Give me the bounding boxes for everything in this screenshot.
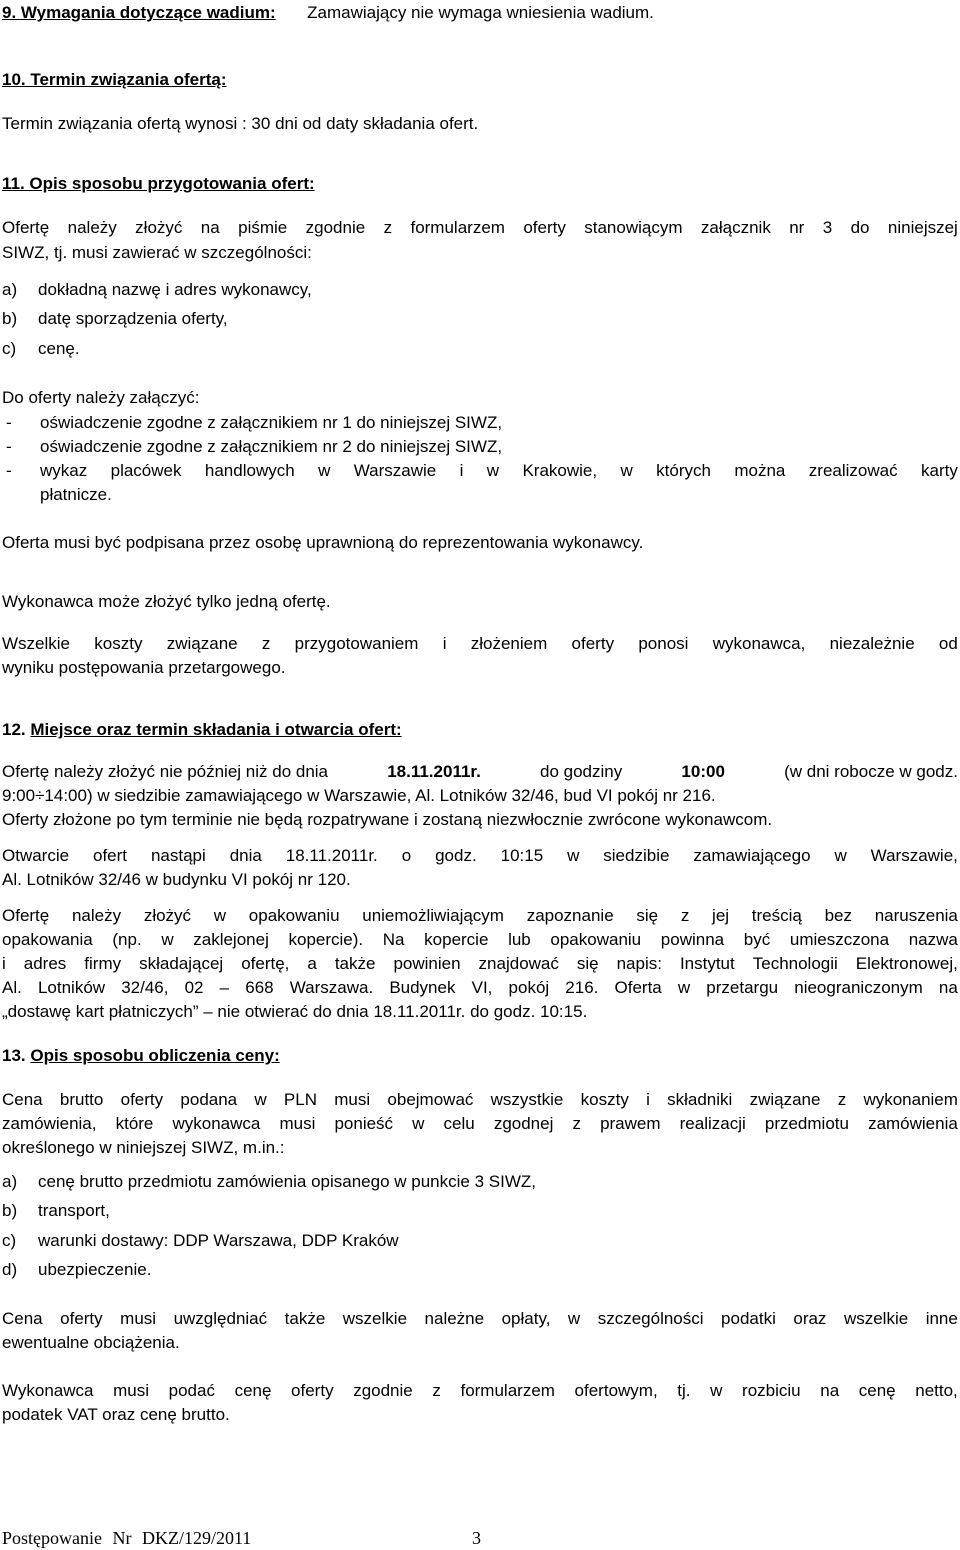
opening-line-2: Al. Lotników 32/46 w budynku VI pokój nr 120. — [2, 870, 351, 889]
packaging-line-1: Ofertę należy złożyć w opakowaniu uniemożliwiającym zapoznanie się z jej treścią bez naruszenia — [2, 906, 958, 925]
packaging-line-3: i adres firmy składającej ofertę, a także powinien znajdować się napis: Instytut Technologii Elektronowej, — [2, 954, 958, 973]
submission-text-b: do godziny — [540, 762, 623, 781]
breakdown-line-1: Wykonawca musi podać cenę oferty zgodnie z formularzem ofertowym, tj. w rozbiciu na cenę netto, — [2, 1381, 958, 1400]
price-line-2: zamówienia, które wykonawca musi ponieść w celu zgodnej z prawem realizacji przedmiotu zamówienia — [2, 1114, 958, 1133]
packaging-line-2: opakowania (np. w zaklejonej kopercie). Na kopercie lub opakowaniu powinna być umieszczona nazwa — [2, 930, 958, 949]
submission-text-c: (w dni robocze w godz. — [784, 762, 958, 781]
attachment-item — [2, 461, 958, 481]
list-item-text: warunki dostawy: DDP Warszawa, DDP Kraków — [38, 1231, 399, 1250]
dash-bullet: - — [6, 413, 12, 432]
list-item-text: ubezpieczenie. — [38, 1260, 152, 1279]
list-item-tag: c) — [2, 1231, 17, 1250]
section-12-title: Miejsce oraz termin składania i otwarcia ofert: — [30, 720, 402, 739]
section-10-text: Termin związania ofertą wynosi : 30 dni od daty składania ofert. — [2, 114, 479, 133]
dash-bullet: - — [6, 437, 12, 456]
price-line-1: Cena brutto oferty podana w PLN musi obejmować wszystkie koszty i składniki związane z wykonaniem — [2, 1090, 958, 1109]
attachment-text: oświadczenie zgodne z załącznikiem nr 2 do niniejszej SIWZ, — [40, 437, 503, 456]
section-13-heading — [2, 1046, 280, 1066]
opening-line-1: Otwarcie ofert nastąpi dnia 18.11.2011r. o godz. 10:15 w siedzibie zamawiającego w Warszawie, — [2, 846, 958, 865]
attachments-heading: Do oferty należy załączyć: — [2, 388, 200, 407]
page-number: 3 — [472, 1528, 481, 1548]
list-item — [2, 339, 80, 359]
list-item — [2, 1231, 399, 1251]
submission-date: 18.11.2011r. — [387, 762, 481, 781]
list-item-text: transport, — [38, 1201, 110, 1220]
list-item-tag: a) — [2, 280, 18, 299]
section-11-heading: 11. Opis sposobu przygotowania ofert: — [2, 174, 315, 193]
dash-bullet: - — [6, 461, 12, 480]
list-item-text: dokładną nazwę i adres wykonawcy, — [38, 280, 312, 299]
list-item-text: cenę. — [38, 339, 80, 358]
section-12-number: 12. — [2, 720, 26, 739]
section-9-text: Zamawiający nie wymaga wniesienia wadium. — [307, 3, 654, 22]
costs-line-2: wyniku postępowania przetargowego. — [2, 658, 286, 677]
list-item — [2, 309, 228, 329]
list-item-text: cenę brutto przedmiotu zamówienia opisanego w punkcie 3 SIWZ, — [38, 1172, 536, 1191]
attachment-item — [2, 413, 502, 433]
list-item — [2, 1172, 536, 1192]
list-item-tag: b) — [2, 1201, 18, 1220]
costs-line-1: Wszelkie koszty związane z przygotowaniem i złożeniem oferty ponosi wykonawca, niezależnie od — [2, 634, 958, 653]
footer-proceeding-number: Postępowanie Nr DKZ/129/2011 — [2, 1528, 252, 1548]
section-11-intro-line-1: Ofertę należy złożyć na piśmie zgodnie z formularzem oferty stanowiącym załącznik nr 3 do niniejszej — [2, 218, 958, 237]
attachment-text: oświadczenie zgodne z załącznikiem nr 1 do niniejszej SIWZ, — [40, 413, 503, 432]
submission-line-1 — [2, 762, 958, 782]
fees-line-2: ewentualne obciążenia. — [2, 1333, 180, 1352]
list-item — [2, 1201, 110, 1221]
section-11-intro-line-2: SIWZ, tj. musi zawierać w szczególności: — [2, 243, 312, 262]
fees-line-1: Cena oferty musi uwzględniać także wszelkie należne opłaty, w szczególności podatki oraz wszelkie inne — [2, 1309, 958, 1328]
submission-time: 10:00 — [681, 762, 725, 781]
submission-text-a: Ofertę należy złożyć nie później niż do dnia — [2, 762, 329, 781]
section-9-heading: 9. Wymagania dotyczące wadium: — [2, 3, 276, 22]
list-item-tag: b) — [2, 309, 18, 328]
list-item-text: datę sporządzenia oferty, — [38, 309, 228, 328]
attachment-item — [2, 437, 502, 457]
price-line-3: określonego w niniejszej SIWZ, m.in.: — [2, 1138, 285, 1157]
packaging-line-4: Al. Lotników 32/46, 02 – 668 Warszawa. Budynek VI, pokój 216. Oferta w przetargu nieograniczonym na — [2, 978, 958, 997]
submission-line-3: Oferty złożone po tym terminie nie będą rozpatrywane i zostaną niezwłocznie zwrócone wykonawcom. — [2, 810, 773, 829]
submission-line-2: 9:00÷14:00) w siedzibie zamawiającego w Warszawie, Al. Lotników 32/46, bud VI pokój nr 216. — [2, 786, 716, 805]
list-item-tag: c) — [2, 339, 17, 358]
attachment-continuation: płatnicze. — [40, 485, 112, 504]
list-item — [2, 280, 312, 300]
breakdown-line-2: podatek VAT oraz cenę brutto. — [2, 1405, 230, 1424]
list-item-tag: d) — [2, 1260, 18, 1279]
list-item-tag: a) — [2, 1172, 18, 1191]
signature-requirement: Oferta musi być podpisana przez osobę uprawnioną do reprezentowania wykonawcy. — [2, 533, 644, 552]
section-10-heading: 10. Termin związania ofertą: — [2, 70, 227, 89]
list-item — [2, 1260, 151, 1280]
attachment-text: wykaz placówek handlowych w Warszawie i w Krakowie, w których można zrealizować karty — [40, 461, 958, 480]
section-13-number: 13. — [2, 1046, 26, 1065]
single-offer-rule: Wykonawca może złożyć tylko jedną ofertę. — [2, 592, 331, 611]
section-9-line — [2, 3, 654, 23]
section-13-title: Opis sposobu obliczenia ceny: — [30, 1046, 280, 1065]
packaging-line-5: „dostawę kart płatniczych” – nie otwierać do dnia 18.11.2011r. do godz. 10:15. — [2, 1002, 588, 1021]
section-12-heading — [2, 720, 402, 740]
